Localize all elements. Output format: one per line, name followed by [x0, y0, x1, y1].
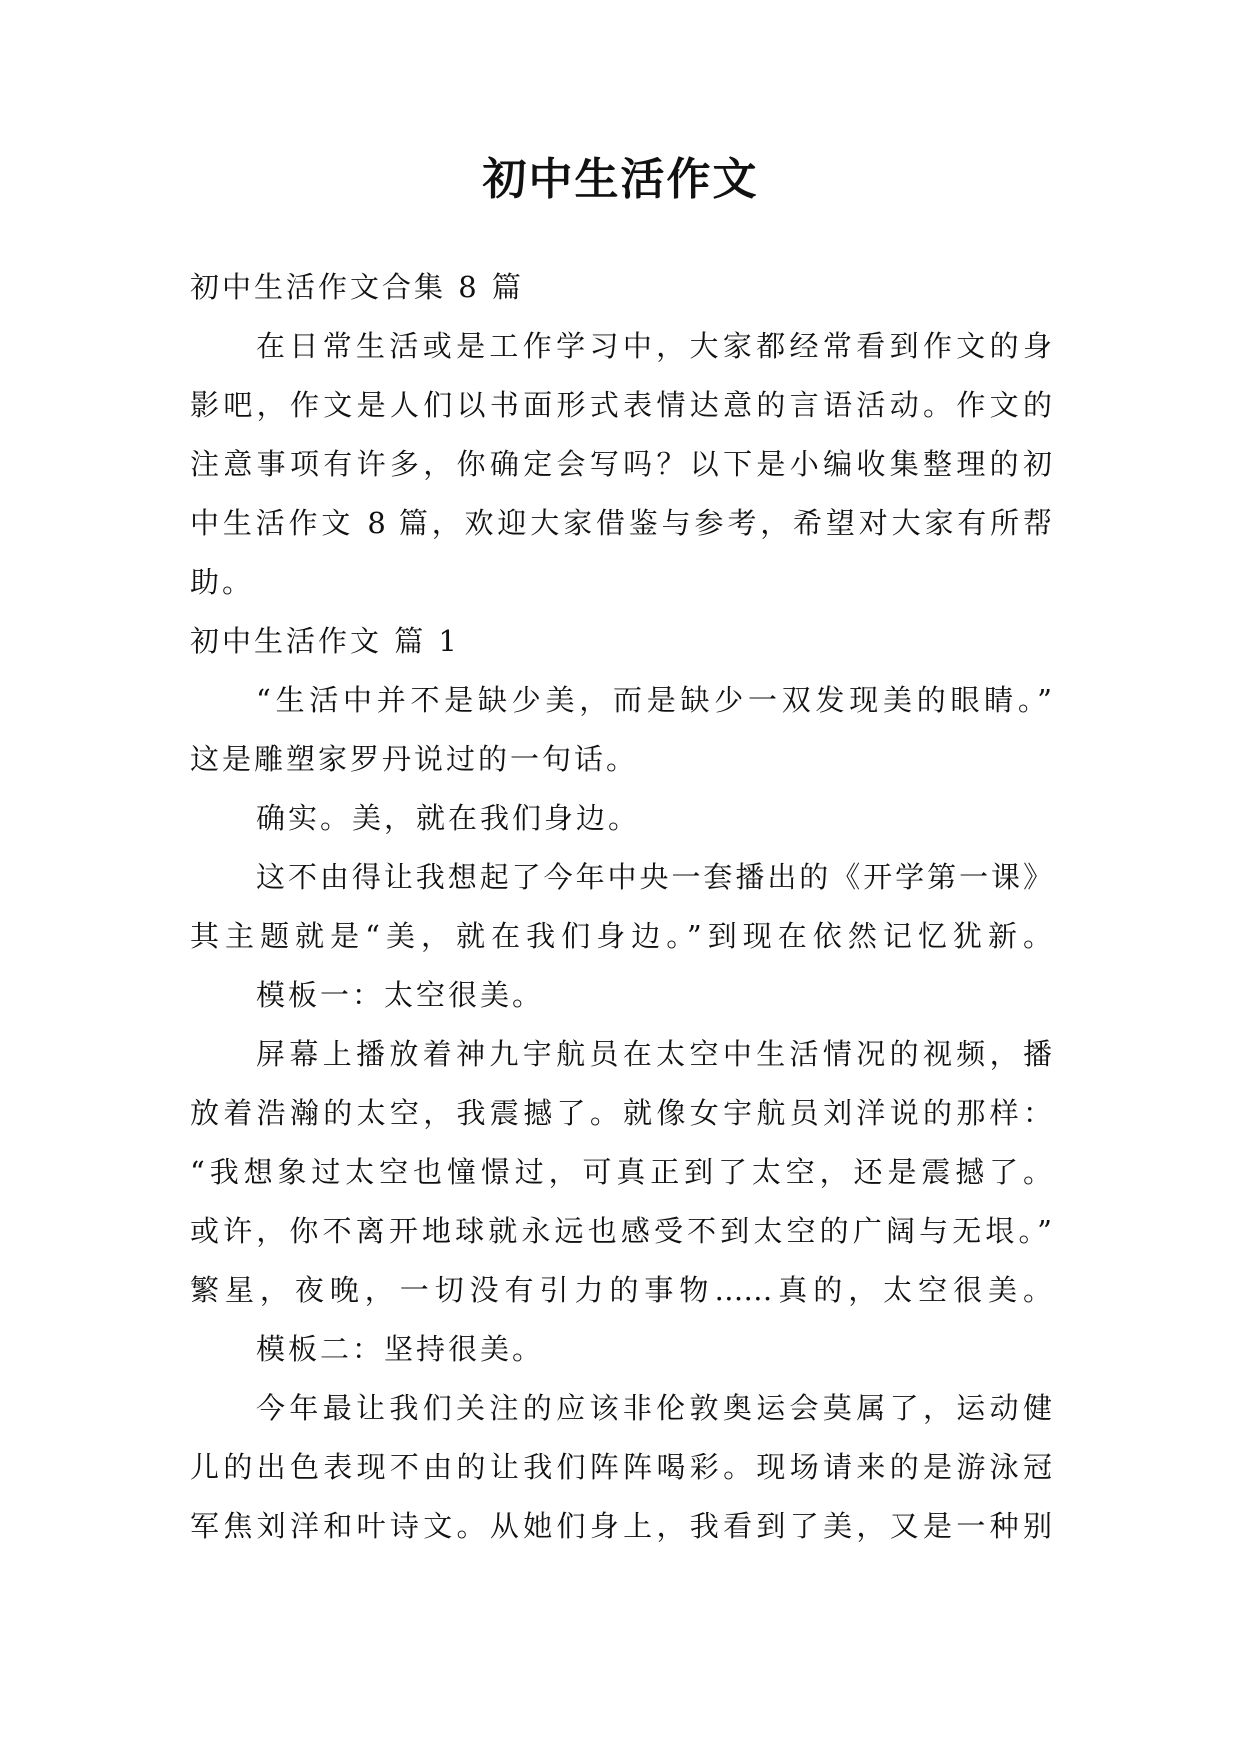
paragraph-line: 其主题就是“美，就在我们身边。”到现在依然记忆犹新。: [190, 919, 1052, 953]
paragraph-line: 影吧，作文是人们以书面形式表情达意的言语活动。作文的: [190, 388, 1052, 422]
paragraph-line: “我想象过太空也憧憬过，可真正到了太空，还是震撼了。: [190, 1155, 1052, 1189]
section-heading: 初中生活作文 篇 1: [190, 624, 460, 658]
document-body: [190, 258, 1052, 1556]
page-title: 初中生活作文: [482, 154, 759, 205]
paragraph-line: 模板一：太空很美。: [256, 978, 545, 1012]
paragraph-line: 儿的出色表现不由的让我们阵阵喝彩。现场请来的是游泳冠: [190, 1450, 1052, 1484]
paragraph-line: 今年最让我们关注的应该非伦敦奥运会莫属了，运动健: [256, 1391, 1052, 1425]
subtitle-line: 初中生活作文合集 8 篇: [190, 270, 524, 304]
paragraph-line: 这是雕塑家罗丹说过的一句话。: [190, 742, 639, 776]
paragraph-line: 确实。美，就在我们身边。: [256, 801, 641, 835]
paragraph-line: 繁星，夜晚，一切没有引力的事物……真的，太空很美。: [190, 1273, 1052, 1307]
paragraph-line: 或许，你不离开地球就永远也感受不到太空的广阔与无垠。”: [190, 1214, 1052, 1248]
paragraph-line: 屏幕上播放着神九宇航员在太空中生活情况的视频，播: [256, 1037, 1052, 1071]
paragraph-line: 注意事项有许多，你确定会写吗？以下是小编收集整理的初: [190, 447, 1052, 481]
paragraph-line: “生活中并不是缺少美，而是缺少一双发现美的眼睛。”: [256, 683, 1052, 717]
paragraph-line: 这不由得让我想起了今年中央一套播出的《开学第一课》: [256, 860, 1052, 894]
paragraph-line: 模板二：坚持很美。: [256, 1332, 545, 1366]
paragraph-line: 在日常生活或是工作学习中，大家都经常看到作文的身: [256, 329, 1052, 363]
paragraph-line: 中生活作文 8 篇，欢迎大家借鉴与参考，希望对大家有所帮: [190, 506, 1052, 540]
paragraph-line: 军焦刘洋和叶诗文。从她们身上，我看到了美，又是一种别: [190, 1509, 1052, 1543]
paragraph-line: 助。: [190, 565, 255, 599]
paragraph-line: 放着浩瀚的太空，我震撼了。就像女宇航员刘洋说的那样：: [190, 1096, 1052, 1130]
